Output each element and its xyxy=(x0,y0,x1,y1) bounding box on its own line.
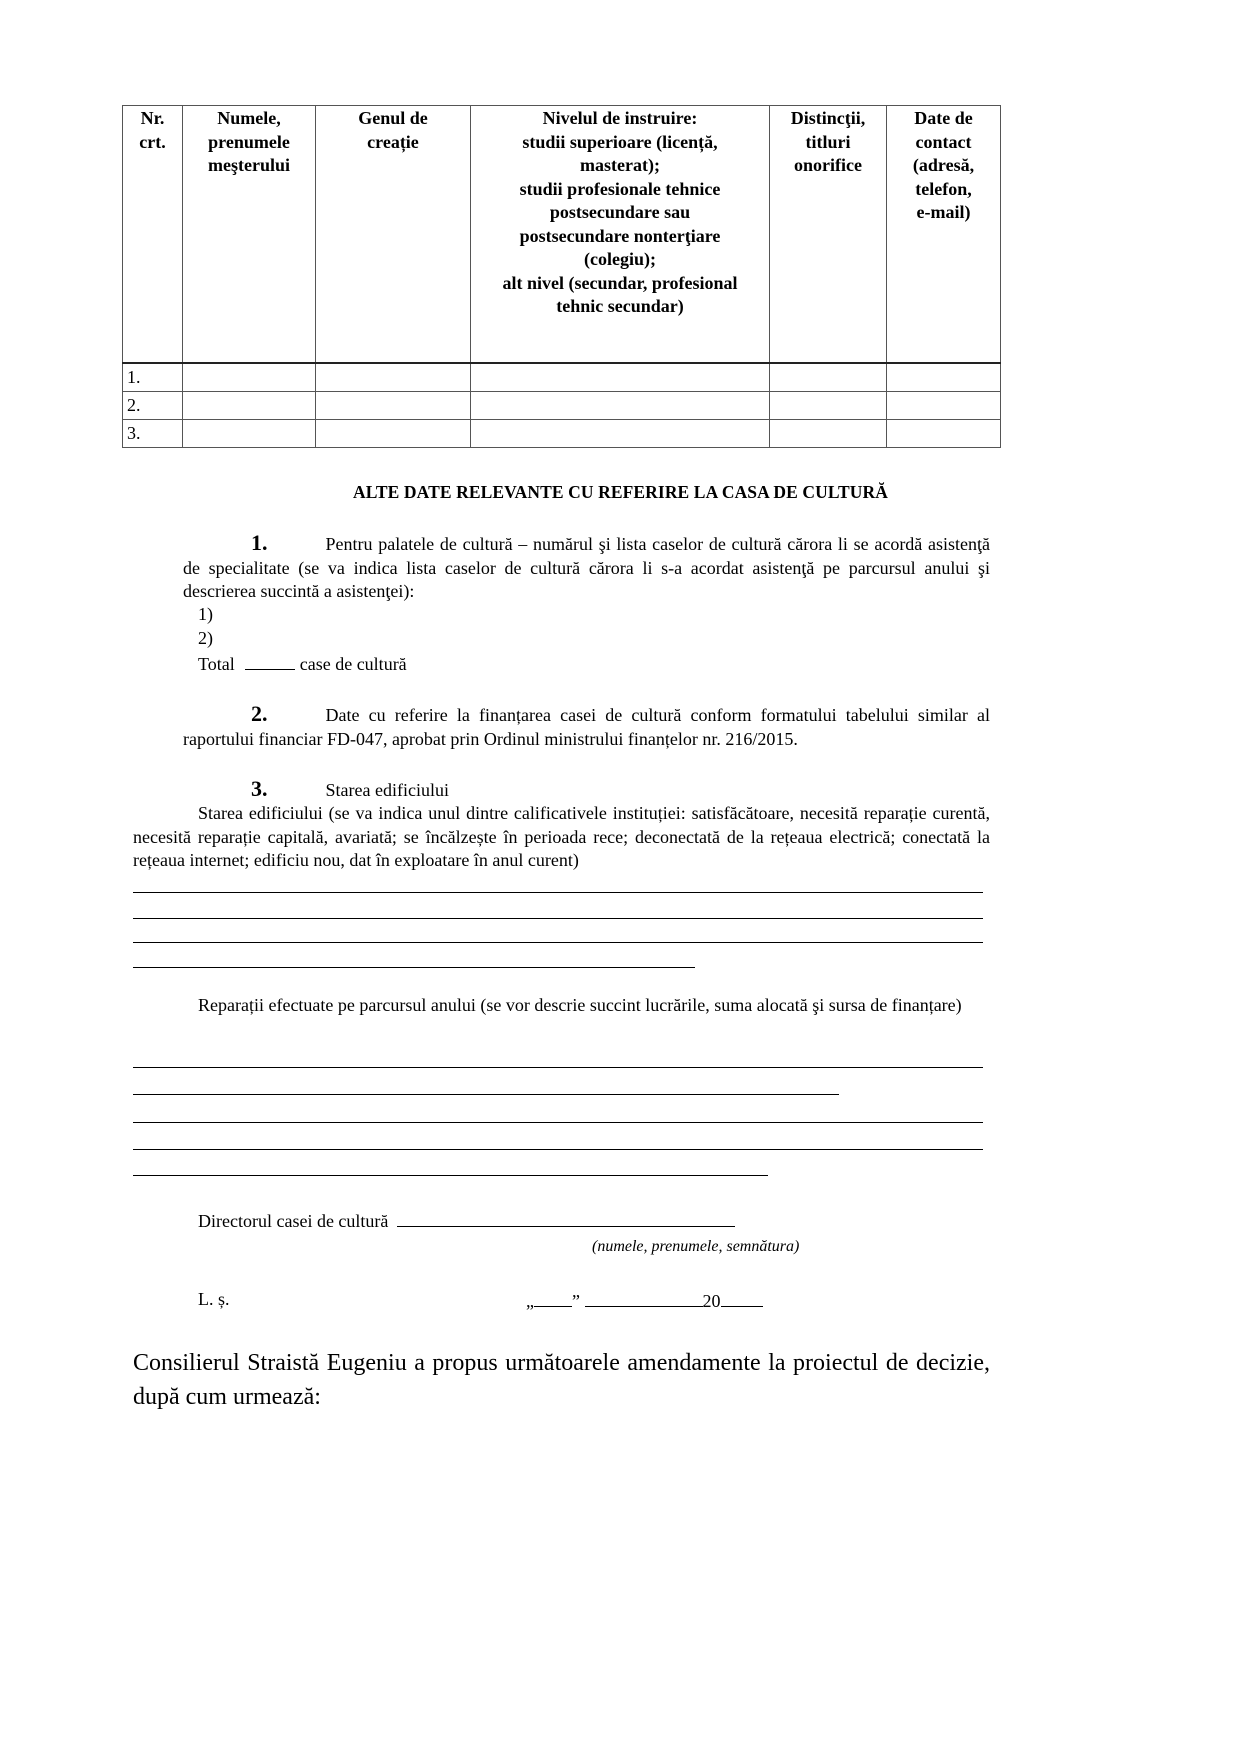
cell-nr: 1. xyxy=(123,363,183,392)
item-1-number: 1. xyxy=(251,530,268,555)
cell-distinctions[interactable] xyxy=(770,392,887,420)
item-1-list-2: 2) xyxy=(198,628,213,648)
cell-distinctions[interactable] xyxy=(770,420,887,448)
cell-distinctions[interactable] xyxy=(770,363,887,392)
fill-line[interactable] xyxy=(133,967,695,968)
item-1-text: Pentru palatele de cultură – numărul şi lista caselor de cultură cărora li se acordă asistenţă de specialitate (se va indica lista caselor de cultură cărora li s-a acordat asistenţă pe parcursul anului şi descrierea succintă a asistenţei): xyxy=(183,534,990,601)
cell-name[interactable] xyxy=(183,363,316,392)
cell-contact[interactable] xyxy=(887,392,1001,420)
director-signature-field[interactable] xyxy=(397,1208,735,1227)
date-close-quote: ” xyxy=(572,1291,580,1311)
total-label: Total xyxy=(198,654,235,674)
header-genre: Genul de creație xyxy=(316,106,471,364)
director-line xyxy=(198,1208,735,1234)
section-title: ALTE DATE RELEVANTE CU REFERIRE LA CASA DE CULTURĂ xyxy=(353,482,888,502)
cell-genre[interactable] xyxy=(316,363,471,392)
item-3-number: 3. xyxy=(251,776,268,801)
date-day-field[interactable] xyxy=(534,1288,572,1307)
item-3-heading-line xyxy=(183,777,449,803)
cell-contact[interactable] xyxy=(887,363,1001,392)
item-3-heading: Starea edificiului xyxy=(325,780,449,800)
total-blank-field[interactable] xyxy=(245,651,295,670)
director-label: Directorul casei de cultură xyxy=(198,1211,389,1231)
stamp-label: L. ș. xyxy=(198,1289,230,1309)
fill-line[interactable] xyxy=(133,1122,983,1123)
director-hint: (numele, prenumele, semnătura) xyxy=(592,1238,800,1255)
fill-line[interactable] xyxy=(133,918,983,919)
fill-line[interactable] xyxy=(133,1094,839,1095)
header-nr: Nr. crt. xyxy=(123,106,183,364)
cell-nr: 3. xyxy=(123,420,183,448)
fill-line[interactable] xyxy=(133,1067,983,1068)
date-month-field[interactable] xyxy=(585,1288,703,1307)
repairs-text: Reparații efectuate pe parcursul anului (se vor descrie succint lucrările, suma alocată şi sursa de finanțare) xyxy=(198,995,962,1015)
craftsmen-table xyxy=(122,105,1001,448)
cell-education[interactable] xyxy=(471,363,770,392)
item-2-text: Date cu referire la finanțarea casei de cultură conform formatului tabelului similar al raportului financiar FD-047, aprobat prin Ordinul ministrului finanțelor nr. 216/2015. xyxy=(183,705,990,749)
final-paragraph: Consilierul Straistă Eugeniu a propus următoarele amendamente la proiectul de decizie, după cum urmează: xyxy=(133,1350,990,1410)
date-year-prefix: 20 xyxy=(702,1291,721,1311)
header-name: Numele, prenumele meşterului xyxy=(183,106,316,364)
date-year-field[interactable] xyxy=(721,1288,763,1307)
table-row xyxy=(123,363,1001,392)
item-2 xyxy=(183,702,990,751)
fill-line[interactable] xyxy=(133,942,983,943)
cell-education[interactable] xyxy=(471,420,770,448)
cell-education[interactable] xyxy=(471,392,770,420)
cell-genre[interactable] xyxy=(316,420,471,448)
table-header-row xyxy=(123,106,1001,364)
item-1 xyxy=(183,531,990,604)
date-line xyxy=(526,1288,763,1314)
header-education: Nivelul de instruire: studii superioare (licență, masterat); studii profesionale tehnice postsecundare sau postsecundare nonterţiare (colegiu); alt nivel (secundar, profesional tehnic secundar) xyxy=(471,106,770,364)
header-contact: Date de contact (adresă, telefon, e-mail) xyxy=(887,106,1001,364)
table-row xyxy=(123,420,1001,448)
cell-genre[interactable] xyxy=(316,392,471,420)
header-distinctions: Distincţii, titluri onorifice xyxy=(770,106,887,364)
cell-contact[interactable] xyxy=(887,420,1001,448)
date-open-quote: „ xyxy=(526,1291,534,1311)
cell-name[interactable] xyxy=(183,420,316,448)
item-3-text: Starea edificiului (se va indica unul dintre calificativele instituției: satisfăcătoare, necesită reparație curentă, necesită reparație capitală, avariată; se încălzește în perioada rece; deconectată de la rețeaua electrică; conectată la rețeaua internet; edificiu nou, dat în exploatare în anul curent) xyxy=(133,803,990,870)
cell-nr: 2. xyxy=(123,392,183,420)
item-1-total xyxy=(198,651,407,677)
fill-line[interactable] xyxy=(133,892,983,893)
item-1-list-1: 1) xyxy=(198,604,213,624)
item-2-number: 2. xyxy=(251,701,268,726)
fill-line[interactable] xyxy=(133,1149,983,1150)
table-row xyxy=(123,392,1001,420)
total-suffix: case de cultură xyxy=(299,654,407,674)
fill-line[interactable] xyxy=(133,1175,768,1176)
cell-name[interactable] xyxy=(183,392,316,420)
